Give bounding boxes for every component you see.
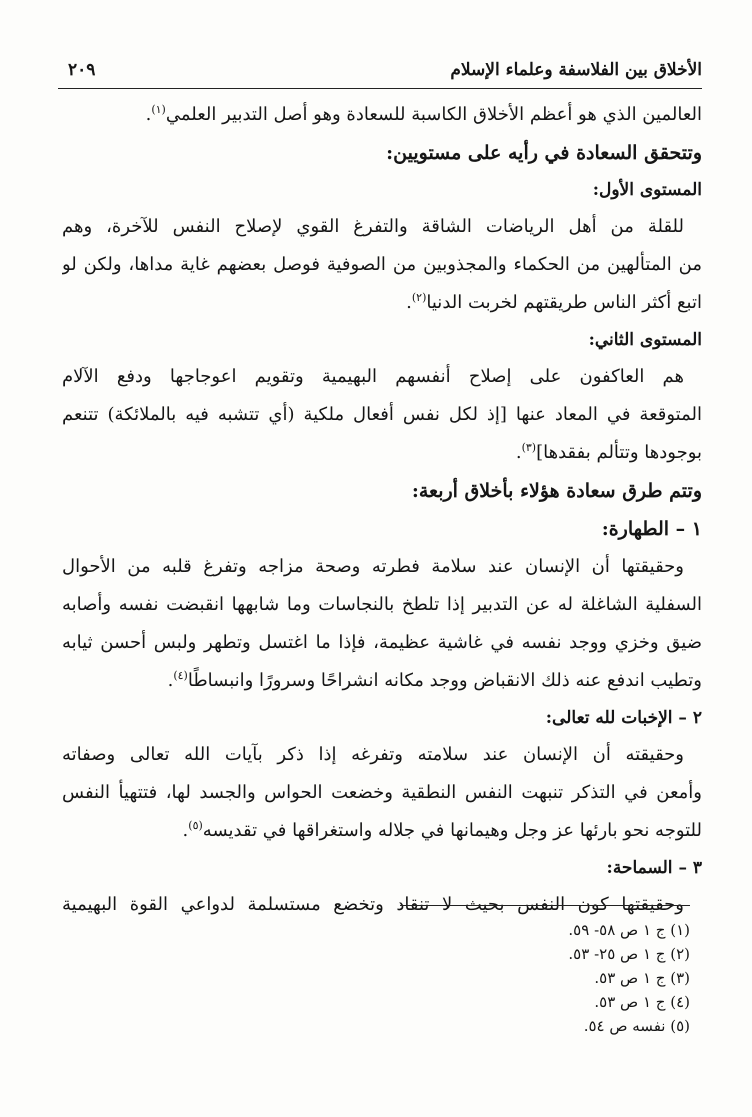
- footnote: (١) ج ١ ص ٥٨- ٥٩.: [568, 921, 690, 939]
- footnotes: [400, 905, 690, 1038]
- text-line: بوجودها وتتألم بفقدها]$^{(٣)}$.: [515, 441, 702, 463]
- text-line: ضيق وخزي ووجد نفسه في غاشية عظيمة، فإذا ما اغتسل وتطهر ولبس أحسن ثيابه: [62, 632, 702, 653]
- footnote-ref: (٥): [188, 819, 203, 832]
- running-title: الأخلاق بين الفلاسفة وعلماء الإسلام: [450, 60, 702, 80]
- text-line: المتوقعة في المعاد عنها [إذ لكل نفس أفعال ملكية (أي تتشبه فيه بالملائكة) تتنعم: [62, 404, 702, 425]
- text-line: اتبع أكثر الناس طريقتهم لخربت الدنيا$^{(٢)}$.: [406, 291, 702, 313]
- text-line: وحقيقتها كون النفس بحيث لا تنقاد وتخضع مستسلمة لدواعي القوة البهيمية: [62, 894, 684, 915]
- text-line: وأمعن في التذكر تنبهت النفس النطقية وخضعت الحواس والجسد لها، فتتهيأ النفس: [62, 782, 702, 803]
- text-line: للتوجه نحو بارئها عز وجل وهيمانها في جلاله واستغراقها في تقديسه$^{(٥)}$.: [182, 819, 702, 841]
- text-line: العالمين الذي هو أعظم الأخلاق الكاسبة للسعادة وهو أصل التدبير العلمي$^{(١)}$.: [145, 103, 702, 125]
- section-heading: وتتم طرق سعادة هؤلاء بأخلاق أربعة:: [411, 480, 702, 502]
- subheading-level-2: المستوى الثاني:: [588, 330, 702, 350]
- running-header: [58, 58, 702, 89]
- item-heading-humility: ٢ – الإخبات لله تعالى:: [545, 708, 702, 728]
- main-text: [62, 96, 702, 924]
- item-heading-generosity: ٣ – السماحة:: [606, 858, 702, 878]
- item-heading-purity: ١ – الطهارة:: [601, 518, 702, 540]
- text-line: هم العاكفون على إصلاح أنفسهم البهيمية وتقويم اعوجاجها ودفع الآلام: [62, 366, 684, 387]
- footnote-ref: (١): [151, 103, 166, 116]
- footnote-ref: (٤): [173, 669, 188, 682]
- text-line: وحقيقته أن الإنسان عند سلامته وتفرغه إذا ذكر بآيات الله تعالى وصفاته: [62, 744, 684, 765]
- page-number: ٢٠٩: [68, 60, 96, 80]
- section-heading: وتتحقق السعادة في رأيه على مستويين:: [386, 142, 702, 164]
- footnote-ref: (٢): [411, 291, 427, 304]
- text-line: السفلية الشاغلة له عن التدبير إذا تلطخ بالنجاسات وما شابهها انقبضت نفسه وأصابه: [62, 594, 702, 615]
- text-line: وتطيب اندفع عنه ذلك الانقباض ووجد مكانه انشراحًا وسرورًا وانبساطًا$^{(٤)}$.: [167, 669, 702, 691]
- text-line: من المتألهين من الحكماء والمجذوبين من الصوفية فوصل بعضهم غاية مداها، ولكن لو: [62, 254, 702, 275]
- footnote: (٢) ج ١ ص ٢٥- ٥٣.: [568, 945, 690, 963]
- text-line: للقلة من أهل الرياضات الشاقة والتفرغ القوي لإصلاح النفس للآخرة، وهم: [62, 216, 684, 237]
- footnote: (٤) ج ١ ص ٥٣.: [594, 993, 690, 1011]
- footnote: (٣) ج ١ ص ٥٣.: [594, 969, 690, 987]
- subheading-level-1: المستوى الأول:: [592, 180, 702, 200]
- footnote-ref: (٣): [521, 441, 537, 454]
- text-line: وحقيقتها أن الإنسان عند سلامة فطرته وصحة مزاجه وتفرغ قلبه من الأحوال: [62, 556, 684, 577]
- footnote: (٥) نفسه ص ٥٤.: [583, 1017, 690, 1035]
